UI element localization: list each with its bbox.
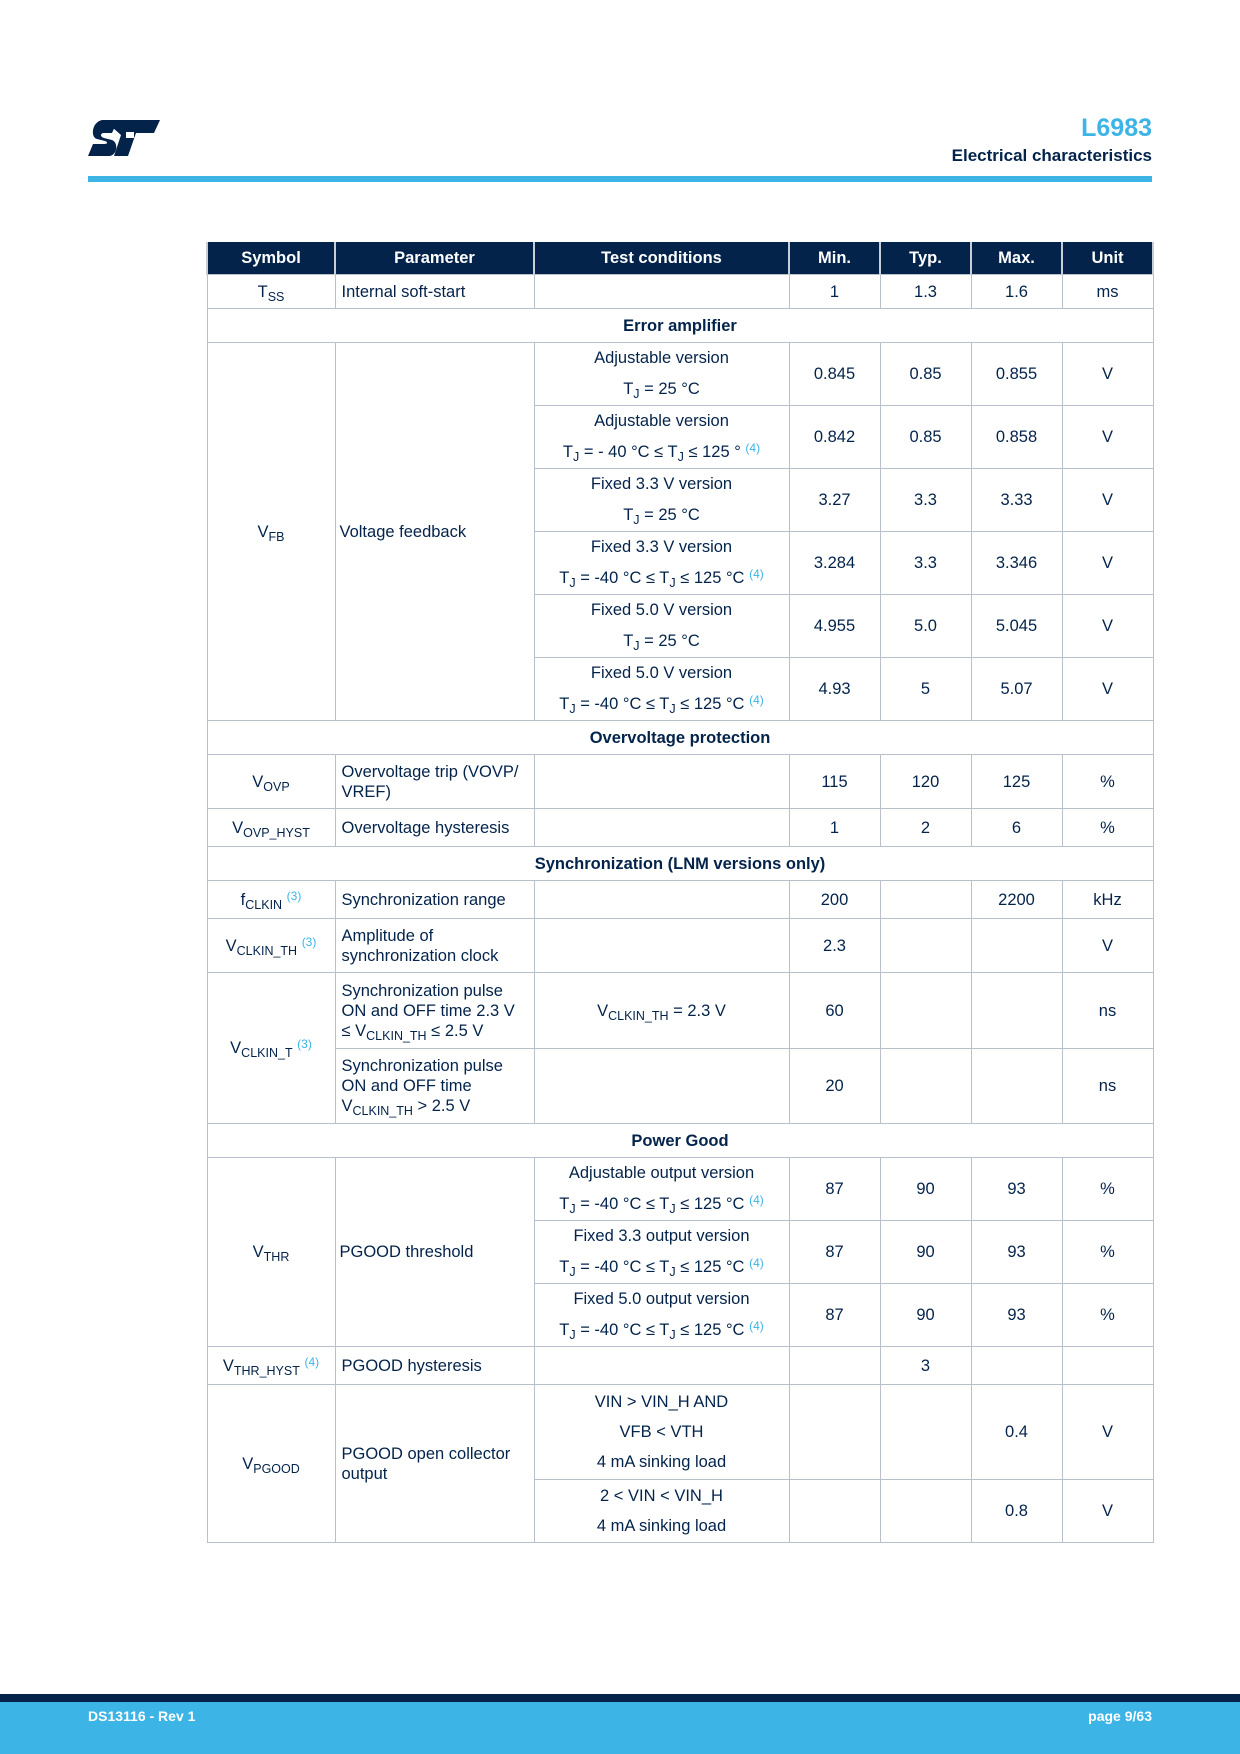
table-row — [207, 973, 1153, 1049]
section-row — [207, 309, 1153, 343]
max-cell: 2200 — [971, 881, 1062, 919]
section-heading: Overvoltage protection — [207, 721, 1153, 755]
conditions-cell: Fixed 3.3 output version $T_J = -40$ $^\circ C \le T_J \le 125$ °C $^{(4)}$ — [534, 1221, 789, 1284]
page-number: page 9/63 — [1088, 1708, 1152, 1724]
min-cell: 20 — [789, 1049, 880, 1124]
unit-cell: % — [1062, 755, 1153, 809]
st-logo — [88, 118, 160, 158]
max-cell: 0.4 — [971, 1385, 1062, 1480]
section-title: Electrical characteristics — [951, 146, 1152, 165]
min-cell: 0.845 — [789, 343, 880, 406]
unit-cell: V — [1062, 343, 1153, 406]
conditions-cell: Fixed 3.3 V version $T_J = -40$ $^\circ C \le T_J \le 125$ °C $^{(4)}$ — [534, 532, 789, 595]
parameter-cell: Amplitude of synchronization clock — [335, 919, 534, 973]
parameter-cell: Synchronization pulse ON and OFF time 2.3 $V \le V_{CLKIN\_TH} \le 2.5$ V — [335, 973, 534, 1049]
typ-cell: 5.0 — [880, 595, 971, 658]
conditions-cell — [534, 1049, 789, 1124]
conditions-cell — [534, 1347, 789, 1385]
min-cell: 60 — [789, 973, 880, 1049]
typ-cell — [880, 881, 971, 919]
typ-cell — [880, 1049, 971, 1124]
section-heading: Synchronization (LNM versions only) — [207, 847, 1153, 881]
conditions-cell — [534, 881, 789, 919]
unit-cell: % — [1062, 809, 1153, 847]
max-cell: 0.855 — [971, 343, 1062, 406]
symbol-cell: $V_{THR\_HYST}$ $^{(4)}$ — [207, 1347, 335, 1385]
symbol-cell: $T_{SS}$ — [207, 275, 335, 309]
symbol-cell: $V_{PGOOD}$ — [207, 1385, 335, 1543]
typ-cell: 0.85 — [880, 406, 971, 469]
unit-cell: V — [1062, 919, 1153, 973]
min-cell — [789, 1480, 880, 1543]
max-cell — [971, 1049, 1062, 1124]
max-cell — [971, 1347, 1062, 1385]
min-cell: 115 — [789, 755, 880, 809]
footnote-ref: (4) — [749, 1193, 764, 1207]
min-cell: 0.842 — [789, 406, 880, 469]
col-header-typ: Typ. — [880, 242, 971, 275]
typ-cell: 120 — [880, 755, 971, 809]
conditions-cell: Adjustable output version $T_J = -40$ $^\circ C \le T_J \le 125$ °C $^{(4)}$ — [534, 1158, 789, 1221]
min-cell: 87 — [789, 1284, 880, 1347]
typ-cell: 90 — [880, 1221, 971, 1284]
typ-cell: 5 — [880, 658, 971, 721]
parameter-cell: PGOOD threshold — [335, 1158, 534, 1347]
min-cell: 87 — [789, 1221, 880, 1284]
conditions-cell — [534, 919, 789, 973]
max-cell: 5.045 — [971, 595, 1062, 658]
unit-cell: V — [1062, 595, 1153, 658]
conditions-cell: 2 < VIN < VIN_H 4 mA sinking load — [534, 1480, 789, 1543]
symbol-cell: $V_{THR}$ — [207, 1158, 335, 1347]
typ-cell: 0.85 — [880, 343, 971, 406]
table-row — [207, 881, 1153, 919]
unit-cell: V — [1062, 469, 1153, 532]
unit-cell: ns — [1062, 1049, 1153, 1124]
typ-cell: 2 — [880, 809, 971, 847]
parameter-cell: Overvoltage hysteresis — [335, 809, 534, 847]
parameter-cell: PGOOD hysteresis — [335, 1347, 534, 1385]
unit-cell: V — [1062, 658, 1153, 721]
conditions-cell — [534, 809, 789, 847]
symbol-cell: $V_{CLKIN\_TH}$ $^{(3)}$ — [207, 919, 335, 973]
document-title: L6983 — [1081, 114, 1152, 142]
typ-cell: 1.3 — [880, 275, 971, 309]
min-cell — [789, 1347, 880, 1385]
max-cell: 6 — [971, 809, 1062, 847]
max-cell: 93 — [971, 1221, 1062, 1284]
col-header-min: Min. — [789, 242, 880, 275]
symbol-cell: $V_{CLKIN\_T}$ $^{(3)}$ — [207, 973, 335, 1124]
unit-cell: V — [1062, 532, 1153, 595]
typ-cell — [880, 1385, 971, 1480]
conditions-cell — [534, 275, 789, 309]
max-cell: 93 — [971, 1284, 1062, 1347]
max-cell: 93 — [971, 1158, 1062, 1221]
min-cell — [789, 1385, 880, 1480]
min-cell: 1 — [789, 275, 880, 309]
table-row — [207, 1347, 1153, 1385]
unit-cell: ns — [1062, 973, 1153, 1049]
max-cell: 5.07 — [971, 658, 1062, 721]
document-reference: DS13116 - Rev 1 — [88, 1708, 196, 1724]
max-cell: 3.346 — [971, 532, 1062, 595]
header-rule — [88, 176, 1152, 182]
table-row — [207, 919, 1153, 973]
footnote-ref: (4) — [745, 441, 761, 455]
typ-cell: 3.3 — [880, 469, 971, 532]
col-header-unit: Unit — [1062, 242, 1153, 275]
max-cell: 3.33 — [971, 469, 1062, 532]
min-cell: 2.3 — [789, 919, 880, 973]
unit-cell: V — [1062, 406, 1153, 469]
col-header-test-conditions: Test conditions — [534, 242, 789, 275]
parameter-cell: Synchronization range — [335, 881, 534, 919]
section-heading: Power Good — [207, 1124, 1153, 1158]
table-header-row — [207, 242, 1153, 275]
footnote-ref: (4) — [749, 567, 764, 581]
symbol-cell: $f_{CLKIN}$ $^{(3)}$ — [207, 881, 335, 919]
section-heading: Error amplifier — [207, 309, 1153, 343]
unit-cell: ms — [1062, 275, 1153, 309]
footer-rule — [0, 1694, 1240, 1702]
section-row — [207, 847, 1153, 881]
unit-cell: V — [1062, 1385, 1153, 1480]
min-cell: 1 — [789, 809, 880, 847]
table-row — [207, 1385, 1153, 1480]
conditions-cell: Fixed 5.0 output version $T_J = -40$ $^\circ C \le T_J \le 125$ °C $^{(4)}$ — [534, 1284, 789, 1347]
table-row — [207, 343, 1153, 406]
min-cell: 4.955 — [789, 595, 880, 658]
conditions-cell: Adjustable version $T_J = 25$ °C — [534, 343, 789, 406]
symbol-cell: $V_{FB}$ — [207, 343, 335, 721]
table-row — [207, 275, 1153, 309]
typ-cell: 3.3 — [880, 532, 971, 595]
conditions-cell: $V_{CLKIN\_TH} = 2.3$ V — [534, 973, 789, 1049]
typ-cell — [880, 973, 971, 1049]
min-cell: 3.284 — [789, 532, 880, 595]
col-header-parameter: Parameter — [335, 242, 534, 275]
parameter-cell: Synchronization pulse ON and OFF time $V_{CLKIN\_TH} > 2.5$ V — [335, 1049, 534, 1124]
unit-cell: V — [1062, 1480, 1153, 1543]
max-cell — [971, 973, 1062, 1049]
footnote-ref: (3) — [301, 934, 317, 949]
max-cell: 0.858 — [971, 406, 1062, 469]
conditions-cell: VIN > VIN_H AND VFB < VTH 4 mA sinking load — [534, 1385, 789, 1480]
unit-cell: % — [1062, 1221, 1153, 1284]
min-cell: 4.93 — [789, 658, 880, 721]
conditions-cell — [534, 755, 789, 809]
section-row — [207, 721, 1153, 755]
table-row — [207, 809, 1153, 847]
min-cell: 87 — [789, 1158, 880, 1221]
conditions-cell: Fixed 5.0 V version $T_J = 25$ °C — [534, 595, 789, 658]
section-row — [207, 1124, 1153, 1158]
table-row — [207, 1049, 1153, 1124]
typ-cell: 90 — [880, 1284, 971, 1347]
symbol-cell: $V_{OVP\_HYST}$ — [207, 809, 335, 847]
max-cell: 0.8 — [971, 1480, 1062, 1543]
typ-cell: 3 — [880, 1347, 971, 1385]
typ-cell — [880, 1480, 971, 1543]
unit-cell — [1062, 1347, 1153, 1385]
table-row — [207, 755, 1153, 809]
parameter-cell: Voltage feedback — [335, 343, 534, 721]
min-cell: 200 — [789, 881, 880, 919]
footnote-ref: (3) — [297, 1037, 312, 1051]
table-row — [207, 1158, 1153, 1221]
unit-cell: % — [1062, 1284, 1153, 1347]
col-header-max: Max. — [971, 242, 1062, 275]
footnote-ref: (3) — [286, 888, 302, 903]
footnote-ref: (4) — [749, 693, 764, 707]
col-header-symbol: Symbol — [207, 242, 335, 275]
footnote-ref: (4) — [749, 1319, 764, 1333]
parameter-cell: Overvoltage trip (VOVP/ VREF) — [335, 755, 534, 809]
max-cell — [971, 919, 1062, 973]
typ-cell — [880, 919, 971, 973]
footnote-ref: (4) — [749, 1256, 764, 1270]
conditions-cell: Fixed 3.3 V version $T_J = 25$ °C — [534, 469, 789, 532]
typ-cell: 90 — [880, 1158, 971, 1221]
conditions-cell: Adjustable version $T_J$ = - 40 $^\circ C \le T_J \le 125$ ° $^{(4)}$ — [534, 406, 789, 469]
footnote-ref: (4) — [304, 1354, 320, 1369]
min-cell: 3.27 — [789, 469, 880, 532]
unit-cell: % — [1062, 1158, 1153, 1221]
parameter-cell: Internal soft-start — [335, 275, 534, 309]
max-cell: 125 — [971, 755, 1062, 809]
unit-cell: kHz — [1062, 881, 1153, 919]
parameter-cell: PGOOD open collector output — [335, 1385, 534, 1543]
conditions-cell: Fixed 5.0 V version $T_J = -40$ $^\circ C \le T_J \le 125$ °C $^{(4)}$ — [534, 658, 789, 721]
electrical-characteristics-table — [206, 242, 1154, 1543]
symbol-cell: $V_{OVP}$ — [207, 755, 335, 809]
max-cell: 1.6 — [971, 275, 1062, 309]
